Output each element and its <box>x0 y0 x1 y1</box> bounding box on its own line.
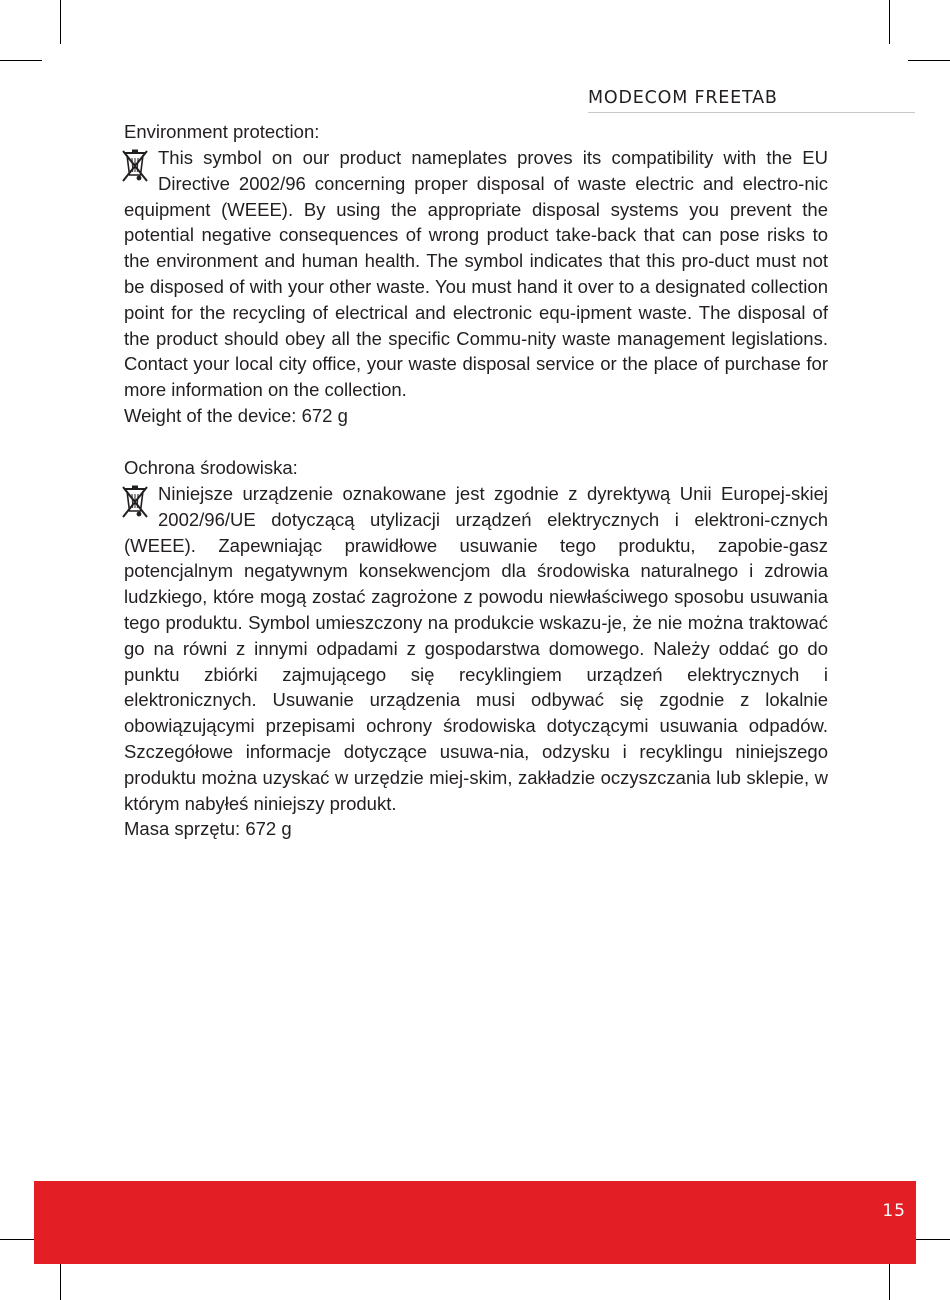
section-environment-pl <box>124 455 828 842</box>
device-weight: Weight of the device: 672 g <box>124 404 348 426</box>
running-header: MODECOM FREETAB <box>588 88 778 108</box>
weee-bin-icon <box>120 147 150 193</box>
crop-mark <box>60 0 61 44</box>
section-body: This symbol on our product nameplates proves its compatibility with the EU Directive 2002/96 concerning proper disposal of waste electric and electro-nic equipment (WEEE). By using the appropriate disposal systems you prevent the potential negative consequences of wrong product take-back that can pose risks to the environment and human health. The symbol indicates that this pro-duct must not be disposed of with your other waste. You must hand it over to a designated collection point for the recycling of electrical and electronic equ-ipment waste. The disposal of the product should obey all the specific Commu-nity waste management legislations. Contact your local city office, your waste disposal service or the place of purchase for more information on the collection. <box>124 147 828 401</box>
device-weight: Masa sprzętu: 672 g <box>124 818 292 840</box>
crop-mark <box>889 0 890 44</box>
section-environment-en <box>124 119 828 429</box>
page-number: 15 <box>882 1201 906 1221</box>
section-heading: Environment protection: <box>124 121 320 142</box>
section-heading: Ochrona środowiska: <box>124 457 298 478</box>
crop-mark <box>0 60 42 61</box>
weee-bin-icon <box>120 483 150 529</box>
section-body: Niniejsze urządzenie oznakowane jest zgodnie z dyrektywą Unii Europej-skiej 2002/96/UE dotyczącą utylizacji urządzeń elektrycznych i elektroni-cznych (WEEE). Zapewniając prawidłowe usuwanie tego produktu, zapobie-gasz potencjalnym negatywnym konsekwencjom dla środowiska naturalnego i zdrowia ludzkiego, które mogą zostać zagrożone z powodu niewłaściwego sposobu usuwania tego produktu. Symbol umieszczony na produkcie wskazu-je, że nie można traktować go na równi z innymi odpadami z gospodarstwa domowego. Należy oddać go do punktu zbiórki zajmującego się recyklingiem urządzeń elektrycznych i elektronicznych. Usuwanie urządzenia musi odbywać się zgodnie z lokalnie obowiązującymi przepisami ochrony środowiska dotyczącymi usuwania odpadów. Szczegółowe informacje dotyczące usuwa-nia, odzysku i recyklingu niniejszego produktu można uzyskać w urzędzie miej-skim, zakładzie oczyszczania lub sklepie, w którym nabyłeś niniejszy produkt. <box>124 483 828 814</box>
crop-mark <box>908 60 950 61</box>
header-rule <box>588 112 915 113</box>
footer-bar <box>34 1181 916 1264</box>
